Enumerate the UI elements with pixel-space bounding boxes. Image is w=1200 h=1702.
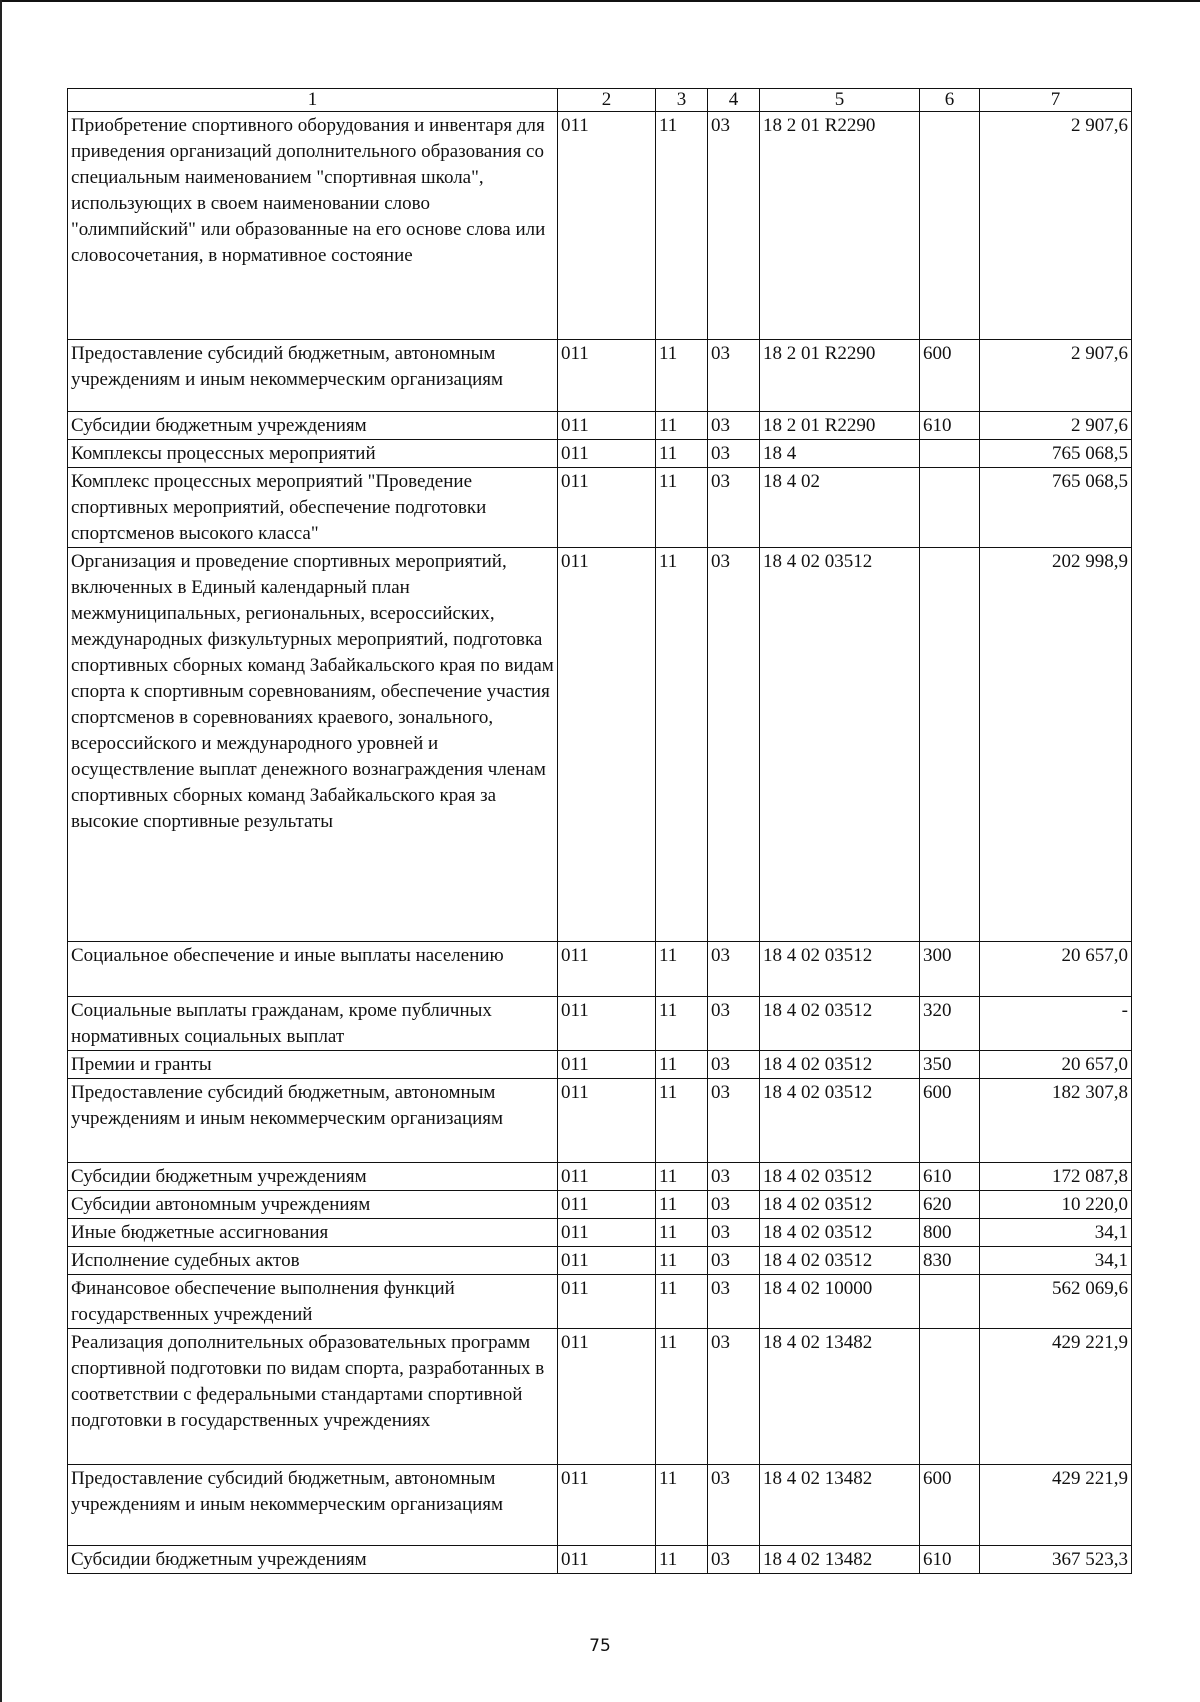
section-code: 11 xyxy=(656,1546,708,1574)
row-name: Предоставление субсидий бюджетным, автономным учреждениям и иным некоммерческим организациям xyxy=(68,1465,558,1546)
amount: 34,1 xyxy=(980,1219,1132,1247)
subsection-code: 03 xyxy=(708,1247,760,1275)
section-code: 11 xyxy=(656,997,708,1051)
ministry-code: 011 xyxy=(558,1191,656,1219)
expense-type-code: 350 xyxy=(920,1051,980,1079)
amount: 20 657,0 xyxy=(980,1051,1132,1079)
amount: 562 069,6 xyxy=(980,1275,1132,1329)
expense-type-code: 610 xyxy=(920,1546,980,1574)
ministry-code: 011 xyxy=(558,1275,656,1329)
row-name: Предоставление субсидий бюджетным, автономным учреждениям и иным некоммерческим организациям xyxy=(68,340,558,412)
target-article-code: 18 2 01 R2290 xyxy=(760,112,920,340)
subsection-code: 03 xyxy=(708,1546,760,1574)
expense-type-code: 620 xyxy=(920,1191,980,1219)
section-code: 11 xyxy=(656,1329,708,1465)
section-code: 11 xyxy=(656,1219,708,1247)
section-code: 11 xyxy=(656,440,708,468)
page-left-rule xyxy=(0,0,2,1702)
target-article-code: 18 4 xyxy=(760,440,920,468)
table-row xyxy=(68,1079,1132,1163)
target-article-code: 18 4 02 03512 xyxy=(760,1079,920,1163)
ministry-code: 011 xyxy=(558,548,656,942)
subsection-code: 03 xyxy=(708,468,760,548)
amount: 182 307,8 xyxy=(980,1079,1132,1163)
row-name: Финансовое обеспечение выполнения функций государственных учреждений xyxy=(68,1275,558,1329)
target-article-code: 18 4 02 03512 xyxy=(760,1219,920,1247)
section-code: 11 xyxy=(656,468,708,548)
ministry-code: 011 xyxy=(558,1219,656,1247)
expense-type-code xyxy=(920,1329,980,1465)
subsection-code: 03 xyxy=(708,412,760,440)
row-name: Социальные выплаты гражданам, кроме публичных нормативных социальных выплат xyxy=(68,997,558,1051)
section-code: 11 xyxy=(656,1465,708,1546)
ministry-code: 011 xyxy=(558,340,656,412)
subsection-code: 03 xyxy=(708,1275,760,1329)
target-article-code: 18 4 02 03512 xyxy=(760,1191,920,1219)
table-row xyxy=(68,997,1132,1051)
target-article-code: 18 4 02 03512 xyxy=(760,1163,920,1191)
ministry-code: 011 xyxy=(558,997,656,1051)
expense-type-code xyxy=(920,548,980,942)
ministry-code: 011 xyxy=(558,1051,656,1079)
row-name: Субсидии бюджетным учреждениям xyxy=(68,1546,558,1574)
row-name: Предоставление субсидий бюджетным, автономным учреждениям и иным некоммерческим организациям xyxy=(68,1079,558,1163)
amount: 429 221,9 xyxy=(980,1329,1132,1465)
target-article-code: 18 2 01 R2290 xyxy=(760,340,920,412)
section-code: 11 xyxy=(656,548,708,942)
subsection-code: 03 xyxy=(708,997,760,1051)
subsection-code: 03 xyxy=(708,1191,760,1219)
subsection-code: 03 xyxy=(708,112,760,340)
subsection-code: 03 xyxy=(708,942,760,997)
header-cell: 1 xyxy=(68,89,558,112)
amount: 202 998,9 xyxy=(980,548,1132,942)
page-top-rule xyxy=(0,0,1200,2)
subsection-code: 03 xyxy=(708,1051,760,1079)
table-row xyxy=(68,1163,1132,1191)
expense-type-code: 830 xyxy=(920,1247,980,1275)
header-cell: 2 xyxy=(558,89,656,112)
section-code: 11 xyxy=(656,942,708,997)
amount: - xyxy=(980,997,1132,1051)
amount: 10 220,0 xyxy=(980,1191,1132,1219)
row-name: Исполнение судебных актов xyxy=(68,1247,558,1275)
target-article-code: 18 4 02 13482 xyxy=(760,1465,920,1546)
subsection-code: 03 xyxy=(708,440,760,468)
expense-type-code: 610 xyxy=(920,412,980,440)
ministry-code: 011 xyxy=(558,112,656,340)
target-article-code: 18 4 02 03512 xyxy=(760,942,920,997)
amount: 2 907,6 xyxy=(980,112,1132,340)
amount: 765 068,5 xyxy=(980,440,1132,468)
section-code: 11 xyxy=(656,1163,708,1191)
expense-type-code: 600 xyxy=(920,1465,980,1546)
ministry-code: 011 xyxy=(558,1329,656,1465)
table-row xyxy=(68,412,1132,440)
table-row xyxy=(68,1219,1132,1247)
header-cell: 6 xyxy=(920,89,980,112)
amount: 20 657,0 xyxy=(980,942,1132,997)
ministry-code: 011 xyxy=(558,440,656,468)
target-article-code: 18 4 02 xyxy=(760,468,920,548)
subsection-code: 03 xyxy=(708,1465,760,1546)
target-article-code: 18 4 02 03512 xyxy=(760,548,920,942)
table-row xyxy=(68,1191,1132,1219)
target-article-code: 18 4 02 03512 xyxy=(760,997,920,1051)
table-row xyxy=(68,1329,1132,1465)
amount: 429 221,9 xyxy=(980,1465,1132,1546)
table-row xyxy=(68,1465,1132,1546)
row-name: Социальное обеспечение и иные выплаты населению xyxy=(68,942,558,997)
header-cell: 4 xyxy=(708,89,760,112)
row-name: Субсидии бюджетным учреждениям xyxy=(68,1163,558,1191)
section-code: 11 xyxy=(656,340,708,412)
expense-type-code: 300 xyxy=(920,942,980,997)
table-row xyxy=(68,468,1132,548)
expense-type-code: 320 xyxy=(920,997,980,1051)
table-row xyxy=(68,340,1132,412)
ministry-code: 011 xyxy=(558,1465,656,1546)
subsection-code: 03 xyxy=(708,548,760,942)
table-row xyxy=(68,112,1132,340)
subsection-code: 03 xyxy=(708,1219,760,1247)
table-row xyxy=(68,1546,1132,1574)
section-code: 11 xyxy=(656,1051,708,1079)
ministry-code: 011 xyxy=(558,468,656,548)
row-name: Организация и проведение спортивных мероприятий, включенных в Единый календарный план межмуниципальных, региональных, всероссийских, международных физкультурных мероприятий, подготовка спортивных сборных команд Забайкальского края по видам спорта к спортивным соревнованиям, обеспечение участия спортсменов в соревнованиях краевого, зонального, всероссийского и международного уровней и осуществление выплат денежного вознаграждения членам спортивных сборных команд Забайкальского края за высокие спортивные результаты xyxy=(68,548,558,942)
table-header-row xyxy=(68,89,1132,112)
ministry-code: 011 xyxy=(558,412,656,440)
target-article-code: 18 4 02 03512 xyxy=(760,1247,920,1275)
section-code: 11 xyxy=(656,1079,708,1163)
row-name: Комплексы процессных мероприятий xyxy=(68,440,558,468)
expense-type-code xyxy=(920,468,980,548)
expense-type-code xyxy=(920,440,980,468)
ministry-code: 011 xyxy=(558,1079,656,1163)
expense-type-code: 610 xyxy=(920,1163,980,1191)
table-row xyxy=(68,440,1132,468)
section-code: 11 xyxy=(656,1191,708,1219)
page-number: 75 xyxy=(589,1636,611,1656)
amount: 765 068,5 xyxy=(980,468,1132,548)
subsection-code: 03 xyxy=(708,340,760,412)
expense-type-code: 600 xyxy=(920,1079,980,1163)
expense-type-code: 800 xyxy=(920,1219,980,1247)
table-row xyxy=(68,548,1132,942)
amount: 2 907,6 xyxy=(980,412,1132,440)
expense-type-code xyxy=(920,1275,980,1329)
ministry-code: 011 xyxy=(558,942,656,997)
section-code: 11 xyxy=(656,412,708,440)
section-code: 11 xyxy=(656,1247,708,1275)
table-row xyxy=(68,1051,1132,1079)
header-cell: 5 xyxy=(760,89,920,112)
ministry-code: 011 xyxy=(558,1247,656,1275)
target-article-code: 18 2 01 R2290 xyxy=(760,412,920,440)
expense-type-code: 600 xyxy=(920,340,980,412)
ministry-code: 011 xyxy=(558,1546,656,1574)
row-name: Субсидии автономным учреждениям xyxy=(68,1191,558,1219)
table-row xyxy=(68,942,1132,997)
target-article-code: 18 4 02 13482 xyxy=(760,1329,920,1465)
subsection-code: 03 xyxy=(708,1329,760,1465)
row-name: Реализация дополнительных образовательных программ спортивной подготовки по видам спорта, разработанных в соответствии с федеральными стандартами спортивной подготовки в государственных учреждениях xyxy=(68,1329,558,1465)
row-name: Иные бюджетные ассигнования xyxy=(68,1219,558,1247)
row-name: Субсидии бюджетным учреждениям xyxy=(68,412,558,440)
amount: 2 907,6 xyxy=(980,340,1132,412)
target-article-code: 18 4 02 13482 xyxy=(760,1546,920,1574)
amount: 172 087,8 xyxy=(980,1163,1132,1191)
expense-type-code xyxy=(920,112,980,340)
target-article-code: 18 4 02 10000 xyxy=(760,1275,920,1329)
amount: 34,1 xyxy=(980,1247,1132,1275)
subsection-code: 03 xyxy=(708,1079,760,1163)
section-code: 11 xyxy=(656,1275,708,1329)
row-name: Приобретение спортивного оборудования и инвентаря для приведения организаций дополнительного образования со специальным наименованием "спортивная школа", использующих в своем наименовании слово "олимпийский" или образованные на его основе слова или словосочетания, в нормативное состояние xyxy=(68,112,558,340)
amount: 367 523,3 xyxy=(980,1546,1132,1574)
table-row xyxy=(68,1247,1132,1275)
budget-table xyxy=(67,88,1132,1574)
table-row xyxy=(68,1275,1132,1329)
row-name: Премии и гранты xyxy=(68,1051,558,1079)
row-name: Комплекс процессных мероприятий "Проведение спортивных мероприятий, обеспечение подготовки спортсменов высокого класса" xyxy=(68,468,558,548)
subsection-code: 03 xyxy=(708,1163,760,1191)
header-cell: 7 xyxy=(980,89,1132,112)
section-code: 11 xyxy=(656,112,708,340)
header-cell: 3 xyxy=(656,89,708,112)
target-article-code: 18 4 02 03512 xyxy=(760,1051,920,1079)
ministry-code: 011 xyxy=(558,1163,656,1191)
